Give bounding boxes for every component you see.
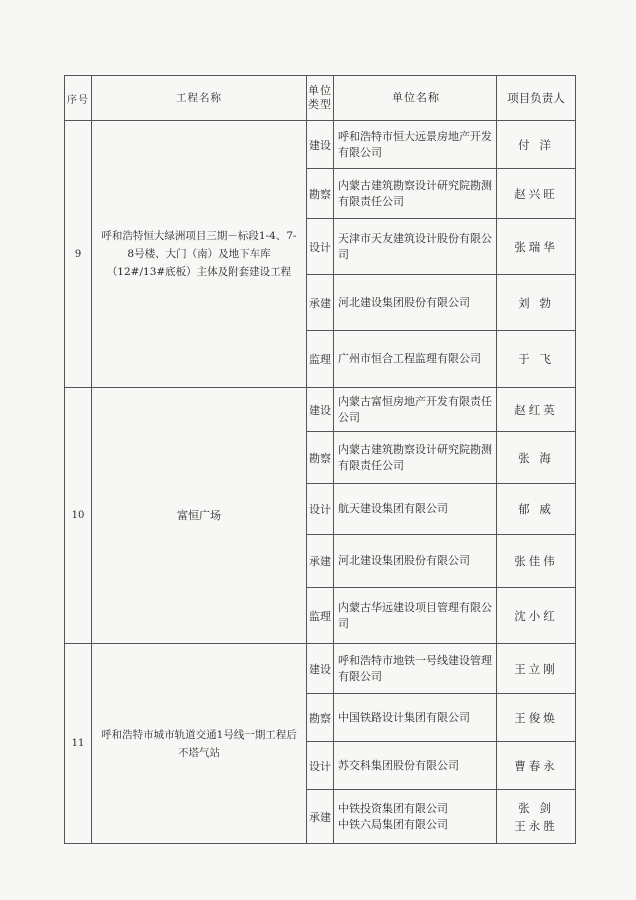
header-no: 序号 (65, 76, 92, 121)
unit-name: 呼和浩特市地铁一号线建设管理有限公司 (334, 644, 497, 694)
project-leader: 曹春永 (497, 742, 576, 790)
unit-type: 建设 (307, 388, 334, 432)
header-project: 工程名称 (92, 76, 307, 121)
table-row (65, 644, 576, 694)
unit-type: 建设 (307, 644, 334, 694)
unit-name: 内蒙古华远建设项目管理有限公司 (334, 588, 497, 644)
unit-type: 承建 (307, 275, 334, 331)
header-unit: 单位名称 (334, 76, 497, 121)
unit-type: 勘察 (307, 694, 334, 742)
unit-type: 勘察 (307, 169, 334, 219)
unit-name: 中国铁路设计集团有限公司 (334, 694, 497, 742)
project-leader: 赵红英 (497, 388, 576, 432)
unit-name: 广州市恒合工程监理有限公司 (334, 331, 497, 388)
project-leader: 张佳伟 (497, 535, 576, 588)
row-no: 9 (65, 121, 92, 388)
header-leader: 项目负责人 (497, 76, 576, 121)
unit-name: 呼和浩特市恒大远景房地产开发有限公司 (334, 121, 497, 169)
unit-name-line: 中铁投资集团有限公司 (338, 801, 448, 815)
unit-name: 天津市天友建筑设计股份有限公司 (334, 219, 497, 275)
unit-name: 河北建设集团股份有限公司 (334, 535, 497, 588)
unit-type: 承建 (307, 790, 334, 844)
unit-name-line: 中铁六局集团有限公司 (338, 817, 448, 831)
unit-type: 设计 (307, 484, 334, 535)
unit-type: 监理 (307, 331, 334, 388)
project-name: 呼和浩特市城市轨道交通1号线一期工程后不塔气站 (92, 644, 307, 844)
table-row (65, 121, 576, 169)
unit-name: 内蒙古建筑勘察设计研究院勘测有限责任公司 (334, 432, 497, 484)
project-leader: 赵兴旺 (497, 169, 576, 219)
row-no: 11 (65, 644, 92, 844)
project-leader: 郁 威 (497, 484, 576, 535)
unit-name (334, 790, 497, 844)
project-leader (497, 790, 576, 844)
table-row (65, 388, 576, 432)
unit-name: 河北建设集团股份有限公司 (334, 275, 497, 331)
table-header-row (65, 76, 576, 121)
unit-type: 设计 (307, 742, 334, 790)
project-leader: 张 海 (497, 432, 576, 484)
unit-name: 航天建设集团有限公司 (334, 484, 497, 535)
project-leader: 王立刚 (497, 644, 576, 694)
project-leader: 付 洋 (497, 121, 576, 169)
unit-type: 监理 (307, 588, 334, 644)
unit-type: 设计 (307, 219, 334, 275)
unit-name: 内蒙古富恒房地产开发有限责任公司 (334, 388, 497, 432)
project-leader: 于 飞 (497, 331, 576, 388)
project-leader: 张瑞华 (497, 219, 576, 275)
project-leader-line: 王永胜 (514, 818, 558, 833)
project-table (64, 75, 576, 844)
project-leader-line: 张 剑 (518, 800, 554, 815)
unit-type: 勘察 (307, 432, 334, 484)
unit-type: 建设 (307, 121, 334, 169)
unit-type: 承建 (307, 535, 334, 588)
unit-name: 内蒙古建筑勘察设计研究院勘测有限责任公司 (334, 169, 497, 219)
header-type: 单位类型 (307, 76, 334, 121)
project-leader: 沈小红 (497, 588, 576, 644)
project-name: 富恒广场 (92, 388, 307, 644)
unit-name: 苏交科集团股份有限公司 (334, 742, 497, 790)
project-leader: 王俊焕 (497, 694, 576, 742)
project-name: 呼和浩特恒大绿洲项目三期－标段1-4、7-8号楼、大门（南）及地下车库（12#/13#底板）主体及附套建设工程 (92, 121, 307, 388)
project-leader: 刘 勃 (497, 275, 576, 331)
row-no: 10 (65, 388, 92, 644)
